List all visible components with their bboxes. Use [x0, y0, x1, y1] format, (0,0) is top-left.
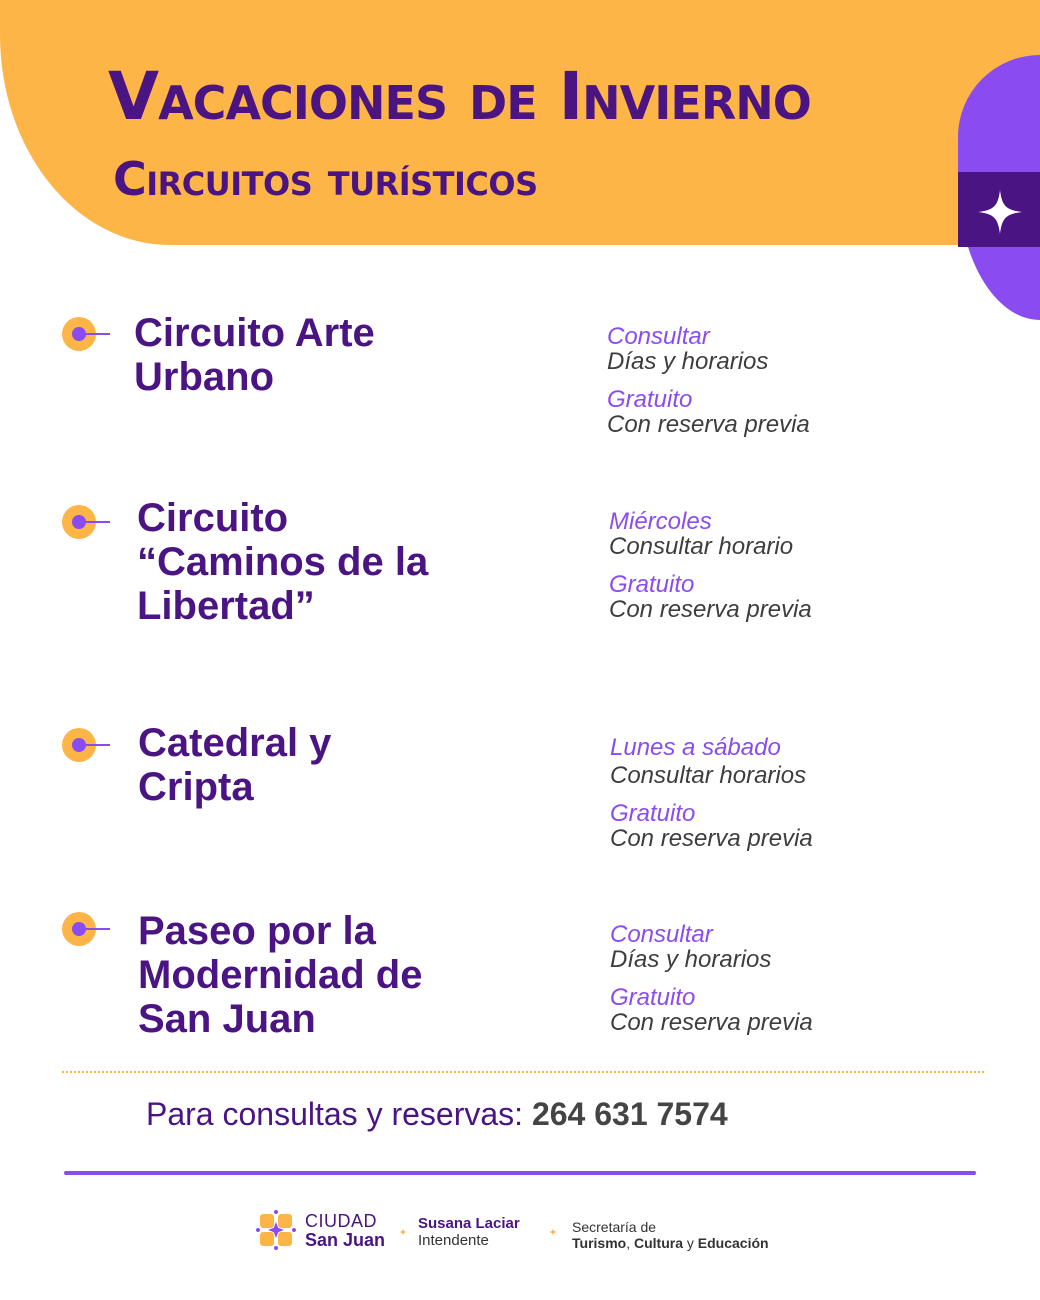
- schedule-highlight: Miércoles: [609, 508, 712, 535]
- sparkle-icon: [978, 190, 1022, 234]
- price-highlight: Gratuito: [609, 571, 695, 598]
- intendente-block: [418, 1215, 520, 1249]
- san-juan-label: San Juan: [305, 1230, 386, 1250]
- bullet-icon: [62, 505, 110, 539]
- item-title: Circuito Arte Urbano: [134, 311, 375, 399]
- contact-line: [146, 1096, 728, 1133]
- schedule-text: Días y horarios: [610, 946, 772, 973]
- item-info: [610, 922, 950, 1036]
- page-title: Vacaciones de Invierno: [108, 58, 811, 135]
- footer-divider: [64, 1171, 976, 1175]
- secretaria-label: Secretaría de: [572, 1219, 657, 1235]
- schedule-highlight: Consultar: [610, 921, 713, 948]
- separator-star-icon: [549, 1228, 557, 1236]
- dotted-divider: [62, 1071, 984, 1073]
- bullet-icon: [62, 728, 110, 762]
- item-info: [610, 735, 950, 852]
- intendente-name: Susana Laciar: [418, 1215, 520, 1232]
- area-conjunction: y: [686, 1235, 694, 1251]
- schedule-text: Días y horarios: [607, 348, 769, 375]
- area-educacion: Educación: [697, 1235, 769, 1251]
- separator-star-icon: [399, 1228, 407, 1236]
- price-text: Con reserva previa: [609, 596, 812, 623]
- price-highlight: Gratuito: [607, 386, 693, 413]
- bullet-icon: [62, 317, 110, 351]
- price-highlight: Gratuito: [610, 984, 696, 1011]
- bullet-icon: [62, 912, 110, 946]
- price-highlight: Gratuito: [610, 800, 696, 827]
- ciudad-label: CIUDAD: [305, 1211, 378, 1231]
- contact-phone: 264 631 7574: [531, 1096, 728, 1132]
- item-title: Paseo por la Modernidad de San Juan: [138, 909, 423, 1041]
- schedule-highlight: Lunes a sábado: [610, 734, 781, 761]
- page-subtitle: Circuitos turísticos: [113, 152, 538, 206]
- item-info: [609, 509, 949, 623]
- ciudad-san-juan-brand: [305, 1212, 385, 1250]
- schedule-text: Consultar horario: [609, 533, 794, 560]
- price-text: Con reserva previa: [610, 825, 813, 852]
- price-text: Con reserva previa: [607, 411, 810, 438]
- price-text: Con reserva previa: [610, 1009, 813, 1036]
- area-cultura: Cultura: [633, 1235, 683, 1251]
- intendente-role: Intendente: [418, 1232, 489, 1249]
- item-title: Circuito “Caminos de la Libertad”: [137, 496, 429, 628]
- ciudad-san-juan-logo-icon: [256, 1210, 296, 1250]
- schedule-text: Consultar horarios: [610, 762, 807, 789]
- contact-label: Para consultas y reservas:: [146, 1096, 524, 1132]
- schedule-highlight: Consultar: [607, 323, 710, 350]
- secretaria-areas: Turismo, Cultura y Educación: [572, 1235, 769, 1251]
- area-turismo: Turismo: [572, 1235, 627, 1251]
- secretaria-block: [572, 1219, 769, 1251]
- item-info: [607, 324, 947, 438]
- item-title: Catedral y Cripta: [138, 721, 332, 809]
